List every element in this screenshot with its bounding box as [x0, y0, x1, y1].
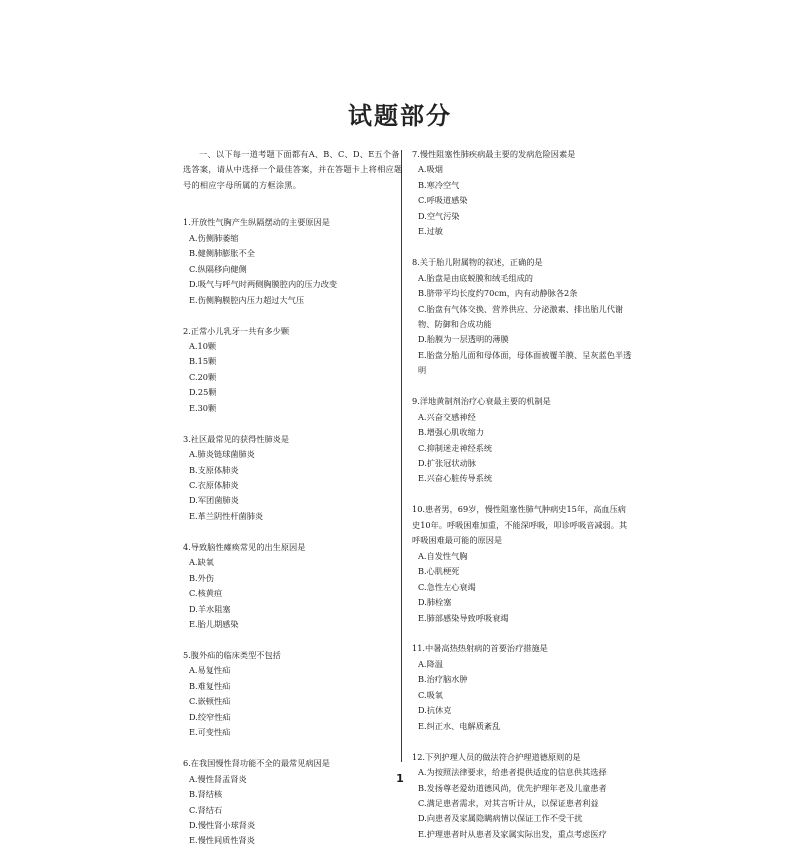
question-block [183, 432, 405, 525]
option-list [412, 549, 634, 626]
answer-option: B.肾结核 [189, 789, 223, 800]
question-stem: 3.社区最常见的获得性肺炎是 [183, 433, 290, 444]
answer-option: C.满足患者需求，对其言听计从，以保证患者利益 [418, 797, 599, 808]
answer-option: D.25颗 [189, 387, 217, 398]
answer-option: E.肺部感染导致呼吸衰竭 [418, 612, 509, 623]
answer-option: A.降温 [418, 658, 443, 669]
answer-option: C.胎盘有气体交换、营养供应、分泌激素、排出胎儿代谢物、防御和合成功能 [418, 303, 624, 329]
answer-option: D.空气污染 [418, 210, 460, 221]
question-stem: 5.腹外疝的临床类型不包括 [183, 649, 281, 660]
instructions-text: 一、以下每一道考题下面都有A、B、C、D、E五个备选答案，请从中选择一个最佳答案，并在答题卡上将相应题号的相应字母所属的方框涂黑。 [183, 149, 403, 190]
answer-option: A.胎盘是由底蜕膜和绒毛组成的 [418, 272, 533, 283]
answer-option: C.衣原体肺炎 [189, 480, 239, 491]
question-stem: 7.慢性阻塞性肺疾病最主要的发病危险因素是 [412, 149, 576, 159]
left-question-list [183, 215, 405, 849]
answer-option: C.呼吸道感染 [418, 195, 468, 206]
answer-option: B.治疗脑水肿 [418, 674, 468, 685]
answer-option: A.吸烟 [418, 164, 443, 175]
question-block [183, 215, 405, 308]
question-stem: 4.导致脑性瘫痪常见的出生原因是 [183, 541, 306, 552]
answer-option: A.缺氧 [189, 557, 214, 568]
answer-option: E.胎盘分胎儿面和母体面，母体面被覆羊膜、呈灰蓝色半透明 [418, 349, 632, 376]
answer-option: A.为按照法律要求，给患者提供适度的信息供其选择 [418, 767, 607, 778]
answer-option: E.兴奋心脏传导系统 [418, 473, 493, 484]
answer-option: E.过敏 [418, 226, 443, 237]
answer-option: C.肾结石 [189, 804, 223, 815]
answer-option: A.兴奋交感神经 [418, 411, 476, 422]
answer-option: E.护理患者时从患者及家属实际出发，重点考虑医疗 [418, 828, 607, 839]
option-list [183, 663, 405, 740]
answer-option: D.吸气与呼气时两侧胸膜腔内的压力改变 [189, 279, 338, 290]
answer-option: D.绞窄性疝 [189, 711, 231, 722]
answer-option: C.抑制迷走神经系统 [418, 442, 493, 453]
answer-option: C.纵隔移向健侧 [189, 263, 247, 274]
answer-option: B.15颗 [189, 356, 217, 367]
answer-option: A.易复性疝 [189, 665, 231, 676]
option-list [412, 271, 634, 379]
answer-option: B.支原体肺炎 [189, 464, 239, 475]
answer-option: A.10颗 [189, 340, 217, 351]
question-block [412, 394, 634, 487]
answer-option: E.胎儿期感染 [189, 619, 239, 630]
answer-option: C.急性左心衰竭 [418, 581, 476, 592]
option-list [183, 447, 405, 524]
question-stem: 9.洋地黄制剂治疗心衰最主要的机制是 [412, 396, 551, 407]
instructions [183, 147, 405, 193]
answer-option: D.肺栓塞 [418, 597, 452, 608]
option-list [183, 555, 405, 632]
answer-option: B.心肌梗死 [418, 566, 460, 577]
option-list [412, 657, 634, 734]
left-column [183, 147, 405, 849]
answer-option: C.嵌顿性疝 [189, 696, 231, 707]
answer-option: D.慢性肾小球肾炎 [189, 819, 256, 830]
answer-option: D.羊水阻塞 [189, 603, 231, 614]
answer-option: D.军团菌肺炎 [189, 495, 239, 506]
question-stem: 11.中暑高热热射病的首要治疗措施是 [412, 643, 548, 654]
answer-option: A.慢性肾盂肾炎 [189, 773, 247, 784]
option-list [412, 162, 634, 239]
question-block [183, 540, 405, 633]
answer-option: E.慢性间质性肾炎 [189, 835, 255, 846]
question-stem: 8.关于胎儿附属物的叙述，正确的是 [412, 257, 543, 268]
answer-option: E.革兰阴性杆菌肺炎 [189, 510, 264, 521]
question-block [412, 502, 634, 626]
answer-option: A.自发性气胸 [418, 550, 468, 561]
answer-option: B.脐带平均长度约70cm，内有动静脉各2条 [418, 288, 578, 299]
question-block [412, 255, 634, 379]
question-block [183, 324, 405, 417]
answer-option: B.发扬尊老爱幼道德风尚，优先护理年老及儿童患者 [418, 782, 607, 793]
answer-option: C.20颗 [189, 371, 217, 382]
answer-option: E.30颗 [189, 402, 217, 413]
answer-option: B.外伤 [189, 572, 214, 583]
question-block [412, 147, 634, 240]
answer-option: E.伤侧胸膜腔内压力超过大气压 [189, 294, 305, 305]
question-stem: 1.开放性气胸产生纵隔摆动的主要原因是 [183, 217, 330, 228]
answer-option: E.纠正水、电解质紊乱 [418, 720, 501, 731]
option-list [412, 410, 634, 487]
answer-option: B.难复性疝 [189, 680, 231, 691]
question-block [412, 750, 634, 843]
question-stem: 2.正常小儿乳牙一共有多少颗 [183, 325, 290, 336]
answer-option: D.向患者及家属隐瞒病情以保证工作不受干扰 [418, 813, 583, 824]
option-list [183, 339, 405, 416]
answer-option: C.吸氧 [418, 689, 443, 700]
question-stem: 10.患者男，69岁，慢性阻塞性肺气肿病史15年，高血压病史10年。呼吸困难加重，不能深呼吸，叩诊呼吸音减弱。其呼吸困难最可能的原因是 [412, 504, 628, 546]
answer-option: D.胎膜为一层透明的薄膜 [418, 334, 509, 345]
answer-option: B.健侧肺膨胀不全 [189, 248, 255, 259]
page-title: 试题部分 [348, 102, 452, 130]
question-stem: 6.在我国慢性肾功能不全的最常见病因是 [183, 758, 330, 769]
question-block [183, 756, 405, 849]
answer-option: A.伤侧肺萎缩 [189, 232, 239, 243]
question-block [412, 641, 634, 734]
answer-option: B.寒冷空气 [418, 179, 460, 190]
option-list [183, 231, 405, 308]
right-column [412, 147, 634, 842]
answer-option: C.核黄疸 [189, 588, 223, 599]
answer-option: D.扩张冠状动脉 [418, 458, 476, 469]
answer-option: E.可变性疝 [189, 727, 231, 738]
page-number: 1 [396, 772, 404, 785]
question-block [183, 648, 405, 741]
answer-option: B.增强心肌收缩力 [418, 427, 484, 438]
question-stem: 12.下列护理人员的做法符合护理道德原则的是 [412, 751, 581, 762]
answer-option: A.肺炎链球菌肺炎 [189, 449, 255, 460]
answer-option: D.抗休克 [418, 705, 452, 716]
right-question-list [412, 147, 634, 842]
